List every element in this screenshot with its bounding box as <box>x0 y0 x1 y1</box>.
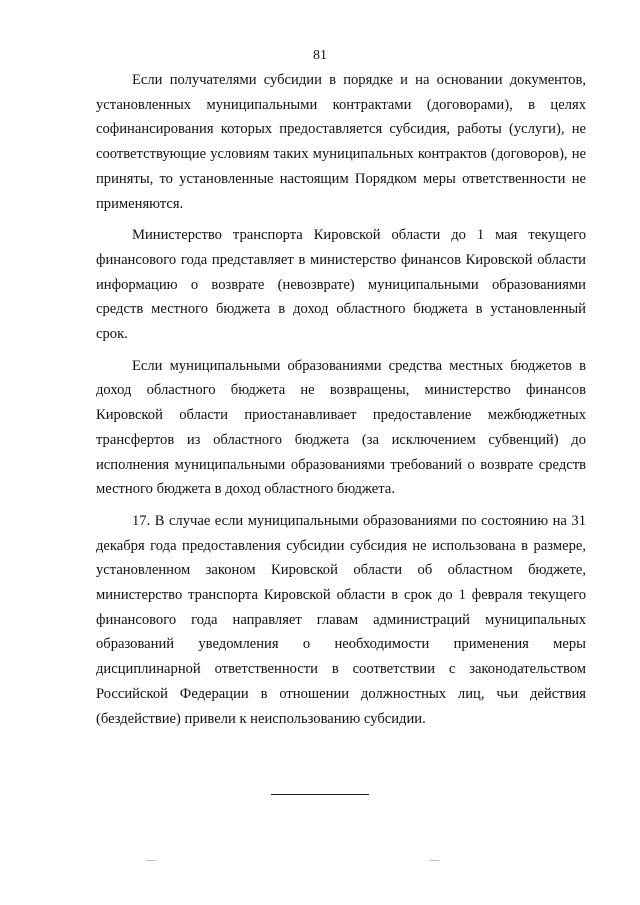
paragraph-clause-17: 17. В случае если муниципальными образованиями по состоянию на 31 декабря года предоставления субсидии субсидия не использована в размере, установленном законом Кировской области об областном бюджете, министерство транспорта Кировской области в срок до 1 февраля текущего финансового года направляет главам администраций муниципальных образований уведомления о необходимости применения меры дисциплинарной ответственности в соответствии с законодательством Российской Федерации в отношении должностных лиц, чьи действия (бездействие) привели к неиспользованию субсидии. <box>96 512 586 727</box>
paragraph-ministry-report: Министерство транспорта Кировской области до 1 мая текущего финансового года представляет в министерство финансов Кировской области информацию о возврате (невозврате) муниципальными образованиями средств местного бюджета в доход областного бюджета в установленный срок. <box>96 227 586 343</box>
paragraph-gap <box>96 216 586 223</box>
page-number: 81 <box>313 48 327 63</box>
scan-artifact <box>146 860 156 861</box>
document-body <box>96 68 586 731</box>
paragraph-transfer-suspension: Если муниципальными образованиями средства местных бюджетов в доход областного бюджета не возвращены, министерство финансов Кировской области приостанавливает предоставление межбюджетных трансфертов из областного бюджета (за исключением субвенций) до исполнения муниципальными образованиями требований о возврате средств местного бюджета в доход областного бюджета. <box>96 357 586 498</box>
paragraph-gap <box>96 347 586 354</box>
paragraph-gap <box>96 502 586 509</box>
paragraph-non-acceptance: Если получателями субсидии в порядке и на основании документов, установленных муниципальными контрактами (договорами), в целях софинансирования которых предоставляется субсидия, работы (услуги), не соответствующие условиям таких муниципальных контрактов (договоров), не приняты, то установленные настоящим Порядком меры ответственности не применяются. <box>96 72 586 212</box>
end-separator-line <box>271 794 369 795</box>
scan-artifact <box>430 860 439 861</box>
